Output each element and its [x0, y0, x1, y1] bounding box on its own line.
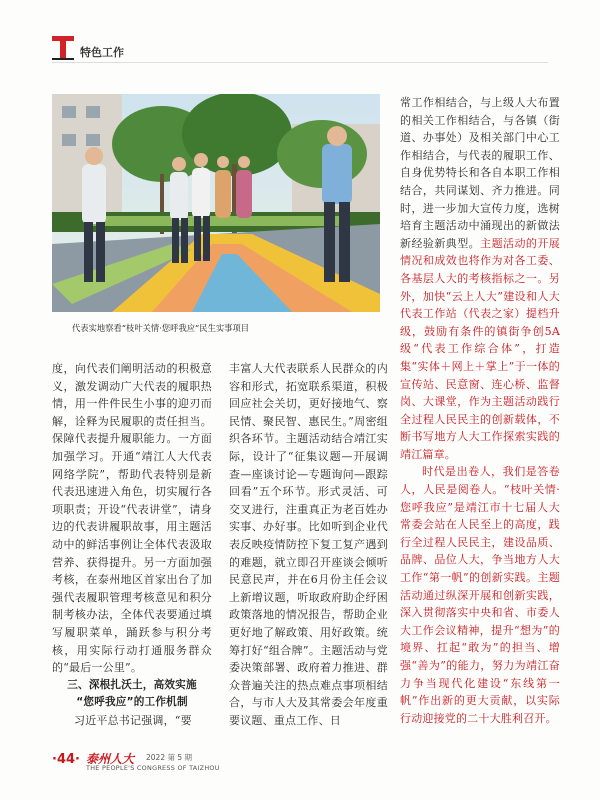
magazine-name: 泰州人大	[86, 752, 135, 766]
section-heading-line2: “您呼我应”的工作机制	[76, 696, 188, 709]
paragraph-text: 常工作相结合，与上级人大布置的相关工作相结合，与各镇（街道、办事处）及相关部门中心工作相结合，与代表的履职工作、自身优势特长和各自本职工作相结合，共同谋划、齐力推进。同时，进一步加大宣传力度，选树培育主题活动中涌现出的新做法新经验新典型。	[400, 96, 560, 250]
text-column-middle	[229, 360, 388, 729]
closing-paragraph: 时代是出卷人，我们是答卷人，人民是阅卷人。“枝叶关情·您呼我应”是靖江市十七届人大常委会站在人民至上的高度，践行全过程人民民主，建设品质、品牌、品位人大，争当地方人大工作“第一帆”的创新实践。主题活动通过纵深开展和创新实践，深入贯彻落实中央和省、市委人大工作会议精神，提升“想为”的境界、扛起“敢为”的担当、增强“善为”的能力，努力为靖江奋力争当现代化建设“东线第一帆”作出新的更大贡献，以实际行动迎接党的二十大胜利召开。	[400, 465, 560, 725]
issue-number: 2022 第 5 期	[146, 753, 193, 762]
magazine-english-name: THE PEOPLE'S CONGRESS OF TAIZHOU	[86, 764, 220, 772]
section-heading-line1: 三、深根扎沃土，高效实施	[67, 678, 197, 691]
photo-caption: 代表实地察看“枝叶关情·您呼我应”民生实事项目	[72, 323, 250, 333]
paragraph	[400, 94, 560, 463]
section-title: 特色工作	[80, 46, 124, 59]
text-column-left	[52, 360, 212, 729]
page-number: ·44·	[52, 752, 80, 767]
paragraph: 丰富人大代表联系人民群众的内容和形式，拓宽联系渠道，积极回应社会关切，更好接地气、察民情、聚民智、惠民生。”周密组织各环节。主题活动结合靖江实际，设计了“征集议题—开展调查—座谈讨论—专题询问—跟踪回看”五个环节。形式灵活、可交叉进行，注重真正为老百姓办实事、办好事。比如听到企业代表反映疫情防控下复工复产遇到的难题，就立即召开座谈会倾听民意民声，并在6月份主任会议上新增议题，听取政府助企纾困政策落地的情况报告，帮助企业更好地了解政策、用好政策。统筹打好“组合牌”。主题活动与党委决策部署、政府着力推进、群众普遍关注的热点难点事项相结合，与市人大及其常委会年度重要议题、重点工作、日	[229, 362, 388, 727]
highlighted-text: 主题活动的开展情况和成效也将作为对各工委、各基层人大的考核指标之一。另外，加快“云上人大”建设和人大代表工作站（代表之家）提档升级，鼓励有条件的镇街争创5A级“代表工作综合体”，打造集“实体＋网上＋掌上”于一体的宣传站、民意窗、连心桥、监督岗、大课堂，作为主题活动践行全过程人民民主的创新载体，不断书写地方人大工作探索实践的靖江篇章。	[400, 236, 560, 461]
section-logo-icon	[52, 36, 74, 62]
paragraph: 度，向代表们阐明活动的积极意义，激发调动广大代表的履职热情，用一件件民生小事的迎刃而解，诠释为民履职的责任担当。保障代表提升履职能力。一方面加强学习。开通“靖江人大代表网络学院”，帮助代表特别是新代表迅速进入角色，切实履行各项职责；开设“代表讲堂”，请身边的代表讲履职故事，用主题活动中的鲜活事例让全体代表汲取营养、获得提升。另一方面加强考核，在泰州地区首家出台了加强代表履职管理考核意见和积分制考核办法，全体代表要通过填写履职菜单，踊跃参与积分考核，用实际行动打通服务群众的“最后一公里”。	[52, 362, 212, 675]
page-footer	[52, 752, 352, 772]
paragraph: 习近平总书记强调，“要	[74, 713, 192, 727]
inspection-photo	[52, 94, 380, 312]
header-divider	[52, 62, 548, 63]
section-heading	[52, 677, 212, 712]
text-column-right	[400, 94, 560, 727]
